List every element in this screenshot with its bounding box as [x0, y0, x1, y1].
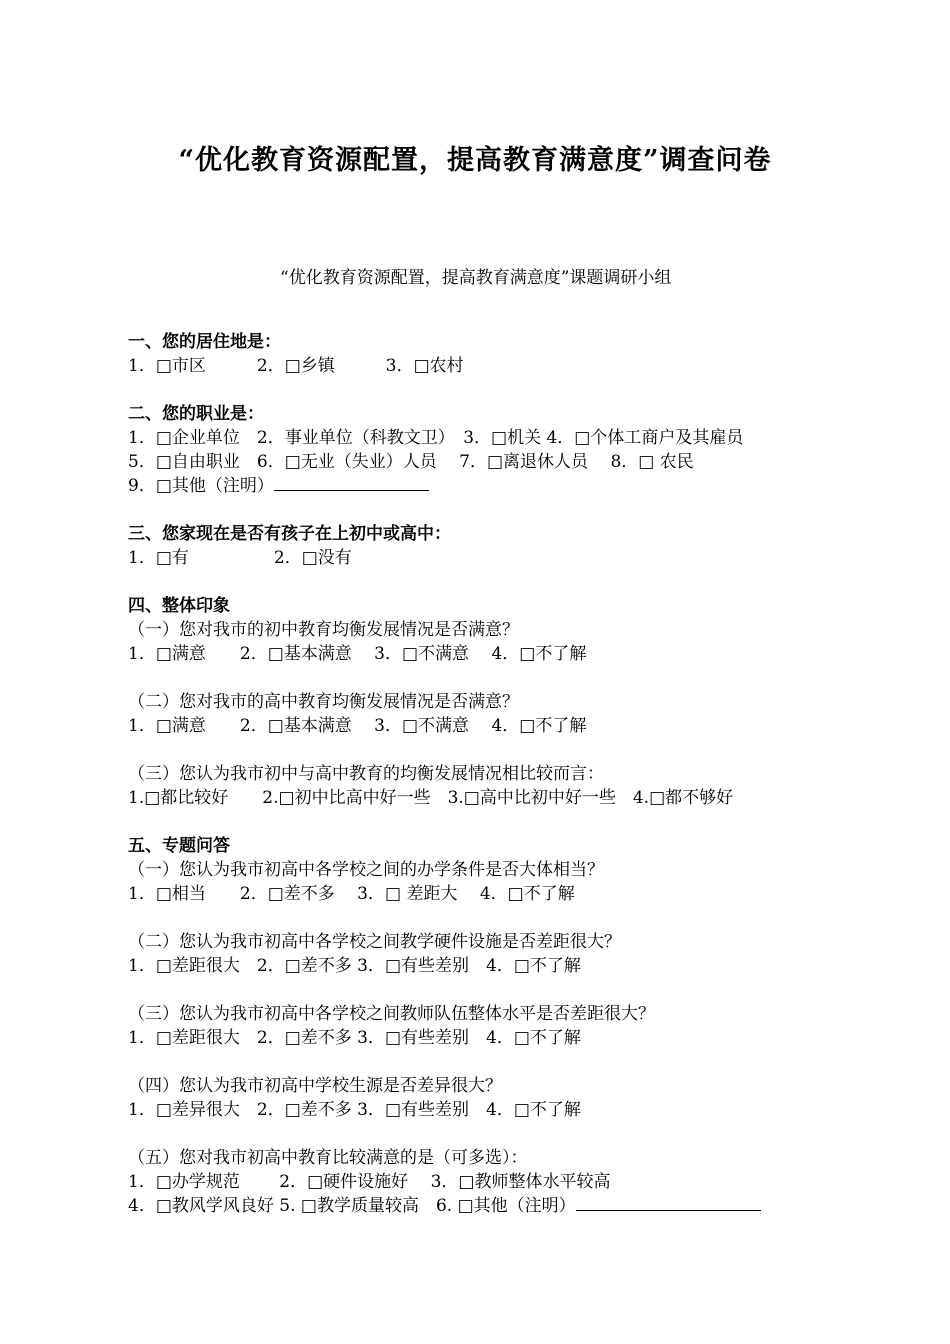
- section-heading-children: 三、您家现在是否有孩子在上初中或高中：: [128, 524, 451, 544]
- section-heading-occupation: 二、您的职业是：: [128, 404, 264, 424]
- option-line: 1．□企业单位 2．事业单位（科教文卫） 3．□机关 4．□个体工商户及其雇员: [128, 428, 744, 448]
- document-title: “优化教育资源配置，提高教育满意度”调查问卷: [178, 145, 772, 176]
- question-line: （二）您认为我市初高中各学校之间教学硬件设施是否差距很大？: [128, 932, 621, 952]
- option-line: 1．□差距很大 2．□差不多 3．□有些差别 4．□不了解: [128, 956, 581, 976]
- option-line-other: [128, 474, 828, 498]
- section-heading-overall: 四、整体印象: [128, 596, 230, 616]
- option-line: 1．□办学规范 2．□硬件设施好 3．□教师整体水平较高: [128, 1172, 611, 1192]
- option-line: 1．□有 2．□没有: [128, 548, 352, 568]
- option-line-other: [128, 1194, 828, 1218]
- section-heading-residence: 一、您的居住地是：: [128, 332, 281, 352]
- question-line: （三）您认为我市初中与高中教育的均衡发展情况相比较而言：: [128, 764, 604, 784]
- section-heading-topics: 五、专题问答: [128, 836, 230, 856]
- question-line: （一）您认为我市初高中各学校之间的办学条件是否大体相当？: [128, 860, 604, 880]
- author-group: “优化教育资源配置，提高教育满意度”课题调研小组: [280, 268, 672, 288]
- question-line: （二）您对我市的高中教育均衡发展情况是否满意？: [128, 692, 519, 712]
- option-line: 1．□差异很大 2．□差不多 3．□有些差别 4．□不了解: [128, 1100, 581, 1120]
- fill-in-blank[interactable]: [274, 474, 429, 491]
- option-line: 1．□相当 2．□差不多 3．□ 差距大 4．□不了解: [128, 884, 575, 904]
- question-line: （一）您对我市的初中教育均衡发展情况是否满意？: [128, 620, 519, 640]
- option-line: 1．□满意 2．□基本满意 3．□不满意 4．□不了解: [128, 716, 587, 736]
- question-line: （三）您认为我市初高中各学校之间教师队伍整体水平是否差距很大？: [128, 1004, 655, 1024]
- option-text: 9．□其他（注明）: [128, 476, 274, 496]
- option-line: 1.□都比较好 2.□初中比高中好一些 3.□高中比初中好一些 4.□都不够好: [128, 788, 734, 808]
- option-line: 1．□差距很大 2．□差不多 3．□有些差别 4．□不了解: [128, 1028, 581, 1048]
- questionnaire-body: [128, 330, 828, 1218]
- option-line: 1．□满意 2．□基本满意 3．□不满意 4．□不了解: [128, 644, 587, 664]
- question-line: （四）您认为我市初高中学校生源是否差异很大？: [128, 1076, 502, 1096]
- option-line: 5．□自由职业 6．□无业（失业）人员 7．□离退休人员 8．□ 农民: [128, 452, 694, 472]
- fill-in-blank[interactable]: [576, 1194, 761, 1211]
- option-line: 1．□市区 2．□乡镇 3．□农村: [128, 356, 464, 376]
- question-line: （五）您对我市初高中教育比较满意的是（可多选）：: [128, 1148, 528, 1168]
- option-text: 4．□教风学风良好 5. □教学质量较高 6. □其他（注明）: [128, 1196, 576, 1216]
